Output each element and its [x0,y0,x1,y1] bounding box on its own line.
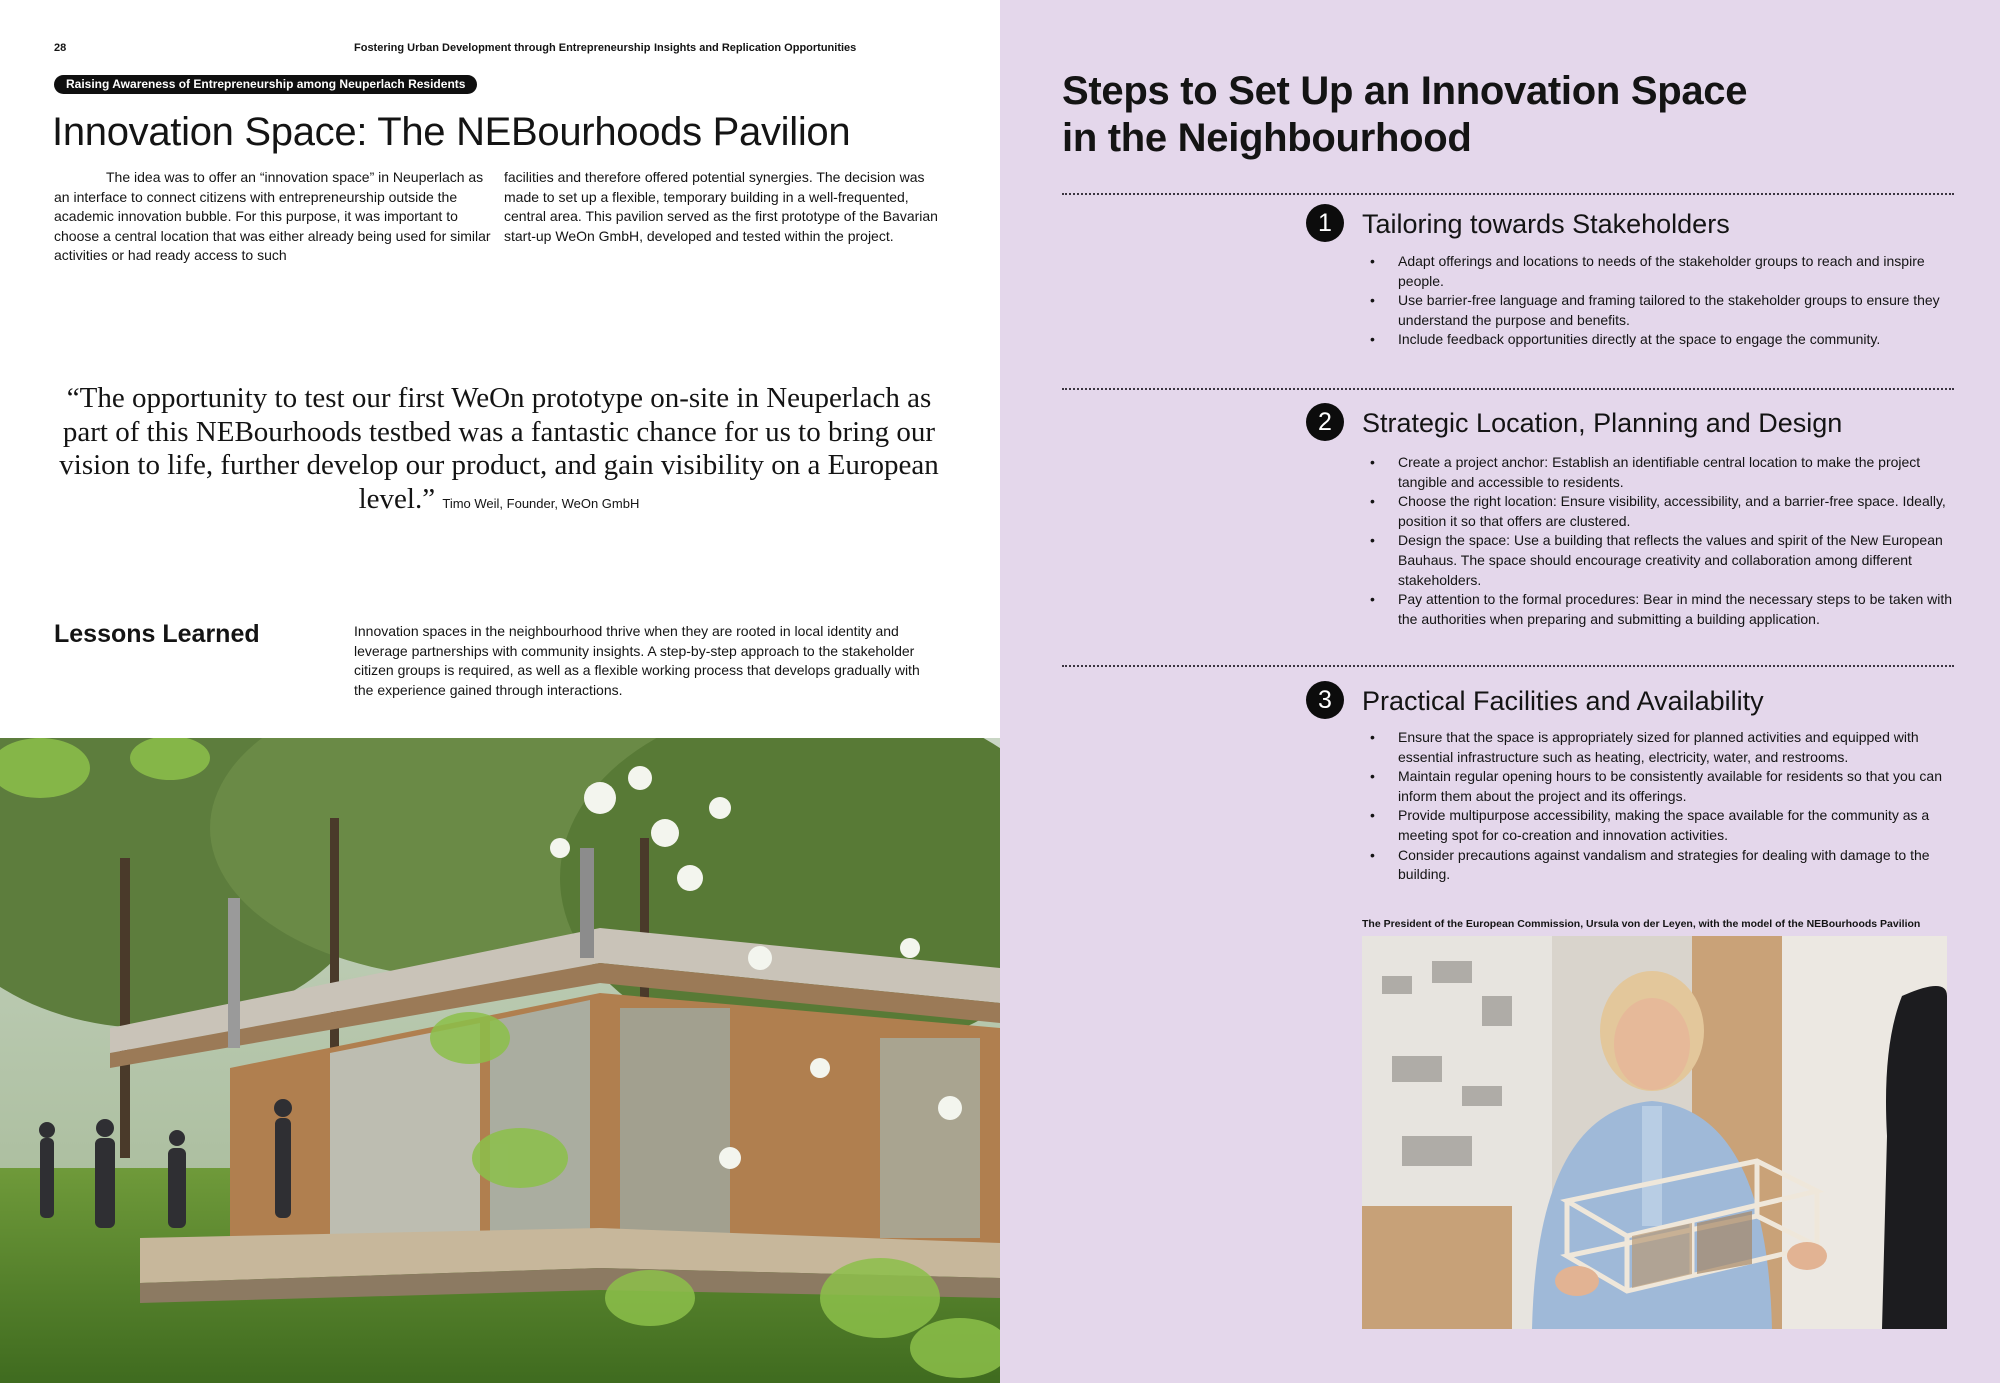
list-item: • Include feedback opportunities directly at the space to engage the community. [1370,330,1955,350]
intro-column-2 [504,168,946,246]
steps-title: Steps to Set Up an Innovation Space in the Neighbourhood [1062,69,1748,160]
page-title: Innovation Space: The NEBourhoods Pavilion [52,110,851,154]
photo-caption: The President of the European Commission, Ursula von der Leyen, with the model of the NEBourhoods Pavilion [1362,918,1921,930]
step-list [1370,453,1955,629]
running-header-chapter: Insights and Replication Opportunities [654,42,857,54]
list-item: • Create a project anchor: Establish an identifiable central location to make the project tangible and accessible to residents. [1370,453,1955,492]
divider [1062,388,1954,390]
step-number-badge: 3 [1306,681,1344,719]
lessons-learned-heading: Lessons Learned [54,620,260,648]
list-item: • Use barrier-free language and framing tailored to the stakeholder groups to ensure they understand the purpose and benefits. [1370,291,1955,330]
step-3 [1306,681,1954,911]
step-number-badge: 2 [1306,403,1344,441]
pavilion-photo [0,738,1000,1383]
intro-text-2: facilities and therefore offered potential synergies. The decision was made to set up a flexible, temporary building in a well-frequented, central area. This pavilion served as the first prototype of the Bavarian start-up WeOn GmbH, developed and tested within the project. [504,169,938,244]
president-photo [1362,936,1947,1329]
right-page [1000,0,2000,1383]
intro-text-1: The idea was to offer an “innovation space” in Neuperlach as an interface to connect citizens with entrepreneurship outside the academic innovation bubble. For this purpose, it was important to choose a central location that was either already being used for similar activities or had ready access to such [54,169,491,264]
step-1 [1306,204,1954,384]
step-title: Strategic Location, Planning and Design [1362,408,1843,438]
list-item: • Maintain regular opening hours to be consistently available for residents so that you can inform them about the project and its offerings. [1370,767,1955,806]
list-item: • Provide multipurpose accessibility, making the space available for the community as a meeting spot for co-creation and innovation activities. [1370,806,1955,845]
step-2 [1306,403,1954,663]
section-label: Raising Awareness of Entrepreneurship among Neuperlach Residents [54,75,477,94]
quote-text: “The opportunity to test our first WeOn prototype on-site in Neuperlach as part of this NEBourhoods testbed was a fantastic chance for us to bring our vision to life, further develop our product, and gain visibility on a European level.” [59,382,939,515]
step-list [1370,252,1955,350]
page-number: 28 [54,42,67,54]
running-header-publication: Fostering Urban Development through Entrepreneurship [354,42,651,54]
step-number-badge: 1 [1306,204,1344,242]
list-item: • Ensure that the space is appropriately sized for planned activities and equipped with essential infrastructure such as heating, electricity, water, and restrooms. [1370,728,1955,767]
list-item: • Pay attention to the formal procedures: Bear in mind the necessary steps to be taken with the authorities when preparing and submitting a building application. [1370,590,1955,629]
step-title: Tailoring towards Stakeholders [1362,209,1730,239]
list-item: • Design the space: Use a building that reflects the values and spirit of the New European Bauhaus. The space should encourage creativity and collaboration among different stakeholders. [1370,531,1955,590]
divider [1062,193,1954,195]
divider [1062,665,1954,667]
pull-quote [54,382,944,520]
step-title: Practical Facilities and Availability [1362,686,1764,716]
quote-attribution: Timo Weil, Founder, WeOn GmbH [442,495,640,511]
list-item: • Choose the right location: Ensure visibility, accessibility, and a barrier-free space. Ideally, position it so that offers are clustered. [1370,492,1955,531]
step-list [1370,728,1955,885]
intro-column-1 [54,168,496,266]
lessons-learned-text: Innovation spaces in the neighbourhood thrive when they are rooted in local identity and leverage partnerships with community insights. A step-by-step approach to the stakeholder citizen groups is required, as well as a flexible working process that develops gradually with the experience gained through interactions. [354,623,920,698]
list-item: • Adapt offerings and locations to needs of the stakeholder groups to reach and inspire people. [1370,252,1955,291]
list-item: • Consider precautions against vandalism and strategies for dealing with damage to the building. [1370,846,1955,885]
